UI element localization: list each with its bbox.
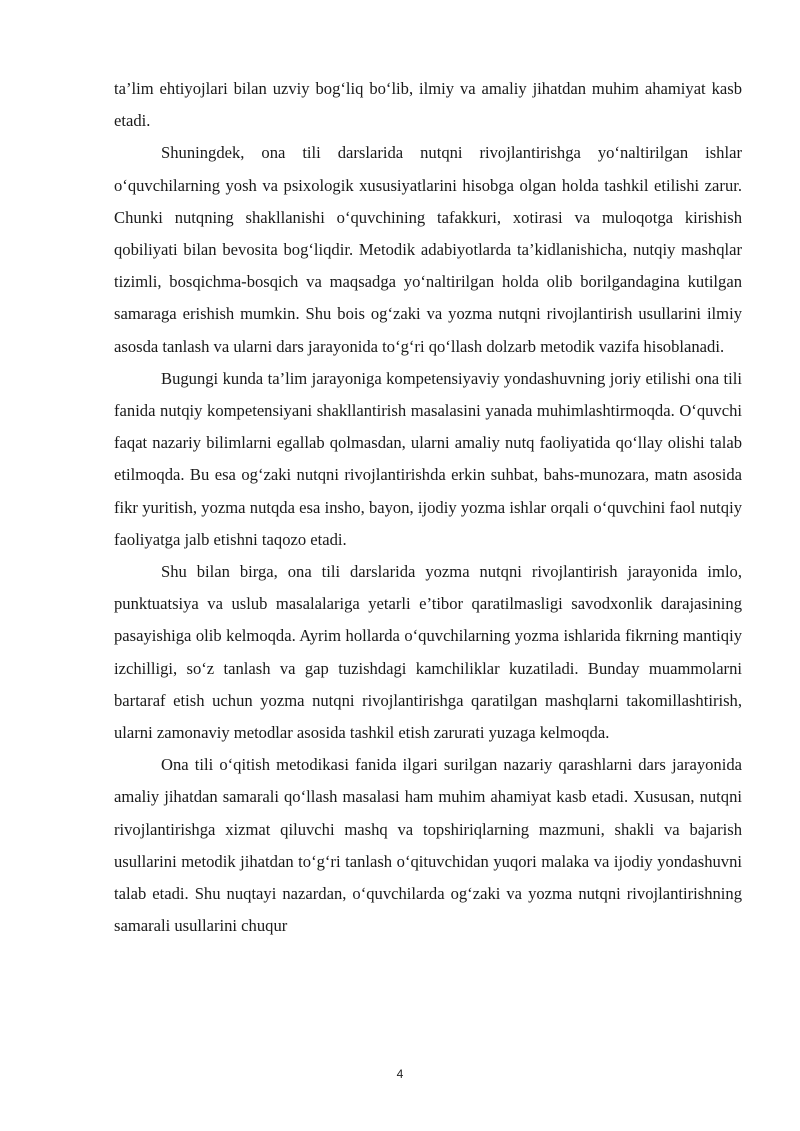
paragraph-5: Ona tili o‘qitish metodikasi fanida ilgari surilgan nazariy qarashlarni dars jarayonida amaliy jihatdan samarali qo‘llash masalasi ham muhim ahamiyat kasb etadi. Xususan, nutqni rivojlantirishga xizmat qiluvchi mashq va topshiriqlarning mazmuni, shakli va bajarish usullarini metodik jihatdan to‘g‘ri tanlash o‘qituvchidan yuqori malaka va ijodiy yondashuvni talab etadi. Shu nuqtayi nazardan, o‘quvchilarda og‘zaki va yozma nutqni rivojlantirishning samarali usullarini chuqur <box>114 755 742 936</box>
paragraph-2: Shuningdek, ona tili darslarida nutqni rivojlantirishga yo‘naltirilgan ishlar o‘quvchilarning yosh va psixologik xususiyatlarini hisobga olgan holda tashkil etilishi zarur. Chunki nutqning shakllanishi o‘quvchining tafakkuri, xotirasi va muloqotga kirishish qobiliyati bilan bevosita bog‘liqdir. Metodik adabiyotlarda ta’kidlanishicha, nutqiy mashqlar tizimli, bosqichma-bosqich va maqsadga yo‘naltirilgan holda olib borilgandagina kutilgan samaraga erishish mumkin. Shu bois og‘zaki va yozma nutqni rivojlantirish usullarini ilmiy asosda tanlash va ularni dars jarayonida to‘g‘ri qo‘llash dolzarb metodik vazifa hisoblanadi. <box>114 143 742 356</box>
page-number: 4 <box>396 1067 404 1081</box>
paragraph-3: Bugungi kunda ta’lim jarayoniga kompetensiyaviy yondashuvning joriy etilishi ona tili fanida nutqiy kompetensiyani shakllantirish masalasini yanada muhimlashtirmoqda. O‘quvchi faqat nazariy bilimlarni egallab qolmasdan, ularni amaliy nutq faoliyatida qo‘llay olishi talab etilmoqda. Bu esa og‘zaki nutqni rivojlantirishda erkin suhbat, bahs-munozara, matn asosida fikr yuritish, yozma nutqda esa insho, bayon, ijodiy yozma ishlar orqali o‘quvchini faol nutqiy faoliyatga jalb etishni taqozo etadi. <box>114 368 742 549</box>
paragraph-4: Shu bilan birga, ona tili darslarida yozma nutqni rivojlantirish jarayonida imlo, punktuatsiya va uslub masalalariga yetarli e’tibor qaratilmasligi savodxonlik darajasining pasayishiga olib kelmoqda. Ayrim hollarda o‘quvchilarning yozma ishlarida fikrning mantiqiy izchilligi, so‘z tanlash va gap tuzishdagi kamchiliklar kuzatiladi. Bunday muammolarni bartaraf etish uchun yozma nutqni rivojlantirishga qaratilgan mashqlarni takomillashtirish, ularni zamonaviy metodlar asosida tashkil etish zarurati yuzaga kelmoqda. <box>114 562 742 743</box>
body-text <box>114 73 742 942</box>
paragraph-1: ta’lim ehtiyojlari bilan uzviy bog‘liq bo‘lib, ilmiy va amaliy jihatdan muhim ahamiyat kasb etadi. <box>114 79 742 131</box>
